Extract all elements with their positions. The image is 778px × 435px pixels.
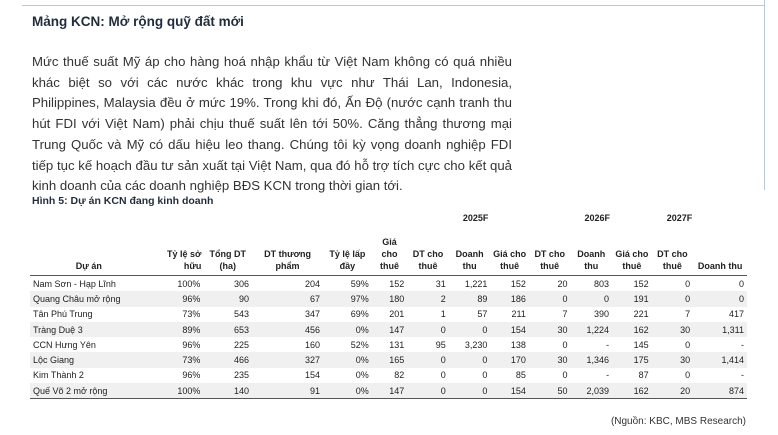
table-cell: 90 bbox=[203, 291, 252, 306]
table-cell: 327 bbox=[252, 352, 323, 367]
table-cell: - bbox=[741, 339, 744, 350]
table-cell: 0% bbox=[323, 383, 372, 399]
table-cell: 0 bbox=[449, 383, 491, 399]
table-cell: 97% bbox=[323, 291, 372, 306]
figure-caption: Hình 5: Dự án KCN đang kinh doanh bbox=[32, 195, 214, 207]
table-cell: 7 bbox=[685, 309, 691, 320]
table-cell: 154 bbox=[490, 322, 529, 337]
column-header: Doanh thu bbox=[697, 261, 743, 271]
table-cell: 0 bbox=[652, 291, 694, 306]
table-cell: 165 bbox=[372, 352, 407, 367]
column-header: DT cho thuê bbox=[534, 249, 565, 271]
column-header-row bbox=[30, 226, 747, 276]
section-heading: Mảng KCN: Mở rộng quỹ đất mới bbox=[32, 14, 244, 29]
column-header: Dự án bbox=[75, 261, 102, 271]
column-header: Giá cho thuê bbox=[615, 249, 649, 271]
project-name-cell: Kim Thành 2 bbox=[33, 370, 84, 381]
table-cell: 95 bbox=[435, 339, 446, 350]
table-cell: 803 bbox=[594, 278, 610, 289]
table-cell: 417 bbox=[728, 309, 744, 320]
table-cell: 20 bbox=[652, 383, 694, 399]
table-body bbox=[30, 276, 747, 399]
source-note: (Nguồn: KBC, MBS Research) bbox=[610, 416, 746, 427]
table-cell: 0 bbox=[685, 339, 691, 350]
table-cell: 1,414 bbox=[693, 352, 747, 367]
table-cell: 147 bbox=[372, 322, 407, 337]
table-cell: 145 bbox=[633, 339, 649, 350]
table-cell: 0 bbox=[562, 339, 568, 350]
table-cell: 89 bbox=[449, 291, 491, 306]
table-cell: - bbox=[741, 370, 744, 381]
table-cell: 96% bbox=[148, 291, 204, 306]
table-cell: 0 bbox=[685, 278, 691, 289]
table-cell: 347 bbox=[305, 309, 321, 320]
table-cell: 152 bbox=[633, 278, 649, 289]
table-cell: 201 bbox=[389, 309, 405, 320]
table-cell: 211 bbox=[511, 309, 526, 320]
table-cell: 20 bbox=[557, 278, 568, 289]
table-cell: 138 bbox=[510, 339, 526, 350]
table-cell: 874 bbox=[693, 383, 747, 399]
column-header: Doanh thu bbox=[577, 249, 606, 271]
project-name-cell: Tràng Duệ 3 bbox=[30, 322, 148, 337]
column-header: DT thương phẩm bbox=[264, 249, 311, 271]
table-cell: 180 bbox=[372, 291, 407, 306]
table-cell: 3,230 bbox=[464, 339, 488, 350]
table-cell: 1,311 bbox=[693, 322, 747, 337]
table-cell: 1,346 bbox=[570, 352, 612, 367]
project-name-cell: Lộc Giang bbox=[30, 352, 148, 367]
table-cell: 0 bbox=[407, 383, 449, 399]
table-cell: 152 bbox=[510, 278, 526, 289]
table-cell: - bbox=[606, 370, 610, 381]
table-cell: 1,224 bbox=[570, 322, 612, 337]
table-cell: 306 bbox=[234, 278, 250, 289]
table-cell: 235 bbox=[234, 370, 250, 381]
table-cell: 30 bbox=[652, 352, 694, 367]
table-cell: 225 bbox=[234, 339, 250, 350]
project-name-cell: CCN Hưng Yên bbox=[33, 339, 96, 350]
column-header: DT cho thuê bbox=[657, 249, 688, 271]
project-name-cell: Quang Châu mở rộng bbox=[30, 291, 148, 306]
table-cell: 59% bbox=[350, 278, 369, 289]
column-header: Tổng DT (ha) bbox=[209, 249, 246, 271]
table-cell: 0 bbox=[529, 291, 571, 306]
column-header: Tỷ lệ sở hữu bbox=[166, 249, 202, 271]
year-group-row bbox=[30, 210, 747, 226]
year-group-header: 2026F bbox=[584, 213, 611, 223]
table-cell: 73% bbox=[182, 309, 201, 320]
table-cell: 154 bbox=[305, 370, 321, 381]
table-cell: 466 bbox=[203, 352, 252, 367]
table-cell: 50 bbox=[529, 383, 571, 399]
table-cell: 91 bbox=[252, 383, 323, 399]
table-cell: 154 bbox=[490, 383, 529, 399]
table-cell: 52% bbox=[350, 339, 369, 350]
table-cell: 1,221 bbox=[464, 278, 488, 289]
year-group-header: 2027F bbox=[666, 213, 693, 223]
column-header: DT cho thuê bbox=[412, 249, 444, 271]
table-cell: 0 bbox=[440, 370, 446, 381]
table-row bbox=[30, 291, 747, 306]
column-header: Giá cho thuê bbox=[379, 237, 399, 271]
table-cell: 30 bbox=[652, 322, 694, 337]
table-cell: 390 bbox=[594, 309, 610, 320]
project-name-cell: Tân Phú Trung bbox=[33, 309, 93, 320]
body-paragraph: Mức thuế suất Mỹ áp cho hàng hoá nhập khẩu từ Việt Nam không có quá nhiều khác biệt so với các nước khác trong khu vực như Thái Lan, Indonesia, Philippines, Malaysia đều ở mức 19%. Trong khi đó, Ấn Độ (nước cạnh tranh thu hút FDI với Việt Nam) phải chịu thuế suất lên tới 50%. Căng thẳng thương mại Trung Quốc và Mỹ có dấu hiệu leo thang. Chúng tôi kỳ vọng doanh nghiệp FDI tiếp tục kế hoạch đầu tư sản xuất tại Việt Nam, qua đó hỗ trợ tích cực cho kết quả kinh doanh của các doanh nghiệp BĐS KCN trong thời gian tới. bbox=[32, 54, 512, 194]
table-cell: 0 bbox=[570, 291, 612, 306]
table-cell: 0 bbox=[693, 291, 747, 306]
table-cell: 191 bbox=[612, 291, 652, 306]
table-cell: 0 bbox=[562, 370, 568, 381]
table-cell: 30 bbox=[529, 322, 571, 337]
table-cell: 0 bbox=[738, 278, 744, 289]
projects-table bbox=[30, 210, 747, 399]
table-cell: 2 bbox=[407, 291, 449, 306]
table-cell: 0 bbox=[482, 370, 488, 381]
table-row bbox=[30, 307, 747, 322]
table-cell: 175 bbox=[612, 352, 652, 367]
project-name-cell: Nam Sơn - Hạp Lĩnh bbox=[33, 278, 116, 289]
table-cell: 0% bbox=[323, 352, 372, 367]
table-cell: 0 bbox=[449, 352, 491, 367]
table-cell: 152 bbox=[389, 278, 405, 289]
table-cell: 85 bbox=[515, 370, 526, 381]
table-cell: - bbox=[606, 339, 610, 350]
table-row bbox=[30, 322, 747, 337]
year-group-header: 2025F bbox=[462, 213, 489, 223]
table-cell: 543 bbox=[234, 309, 250, 320]
table-cell: 31 bbox=[435, 278, 446, 289]
table-cell: 456 bbox=[252, 322, 323, 337]
table-cell: 30 bbox=[529, 352, 571, 367]
table-cell: 653 bbox=[203, 322, 252, 337]
project-name-cell: Quế Võ 2 mở rộng bbox=[30, 383, 148, 399]
top-rule bbox=[22, 5, 764, 6]
table-cell: 87 bbox=[638, 370, 649, 381]
table-cell: 96% bbox=[182, 370, 201, 381]
table-cell: 147 bbox=[372, 383, 407, 399]
table-row bbox=[30, 383, 747, 399]
table-cell: 89% bbox=[148, 322, 204, 337]
table-cell: 160 bbox=[305, 339, 321, 350]
table-cell: 73% bbox=[148, 352, 204, 367]
table-cell: 170 bbox=[490, 352, 529, 367]
table-cell: 67 bbox=[252, 291, 323, 306]
table-cell: 0% bbox=[323, 322, 372, 337]
table-cell: 0 bbox=[449, 322, 491, 337]
table-cell: 140 bbox=[203, 383, 252, 399]
right-rule bbox=[764, 0, 765, 190]
table-cell: 7 bbox=[562, 309, 568, 320]
table-row bbox=[30, 368, 747, 383]
table-cell: 221 bbox=[633, 309, 649, 320]
table-cell: 57 bbox=[477, 309, 488, 320]
table-cell: 162 bbox=[612, 383, 652, 399]
table-cell: 0 bbox=[685, 370, 691, 381]
column-header: Giá cho thuê bbox=[493, 249, 527, 271]
table-cell: 2,039 bbox=[570, 383, 612, 399]
table-cell: 0 bbox=[407, 322, 449, 337]
table-cell: 0% bbox=[355, 370, 369, 381]
table-cell: 204 bbox=[305, 278, 321, 289]
column-header: Tỷ lệ lấp đầy bbox=[329, 249, 366, 271]
table-cell: 186 bbox=[490, 291, 529, 306]
table-cell: 162 bbox=[612, 322, 652, 337]
table-cell: 69% bbox=[350, 309, 369, 320]
table-cell: 1 bbox=[440, 309, 446, 320]
table-cell: 0 bbox=[407, 352, 449, 367]
table-row bbox=[30, 337, 747, 352]
table-cell: 82 bbox=[394, 370, 405, 381]
table-row bbox=[30, 276, 747, 292]
table-cell: 96% bbox=[182, 339, 201, 350]
table-cell: 100% bbox=[177, 278, 201, 289]
column-header: Doanh thu bbox=[455, 249, 484, 271]
table-row bbox=[30, 352, 747, 367]
table-cell: 131 bbox=[389, 339, 405, 350]
table-cell: 100% bbox=[148, 383, 204, 399]
